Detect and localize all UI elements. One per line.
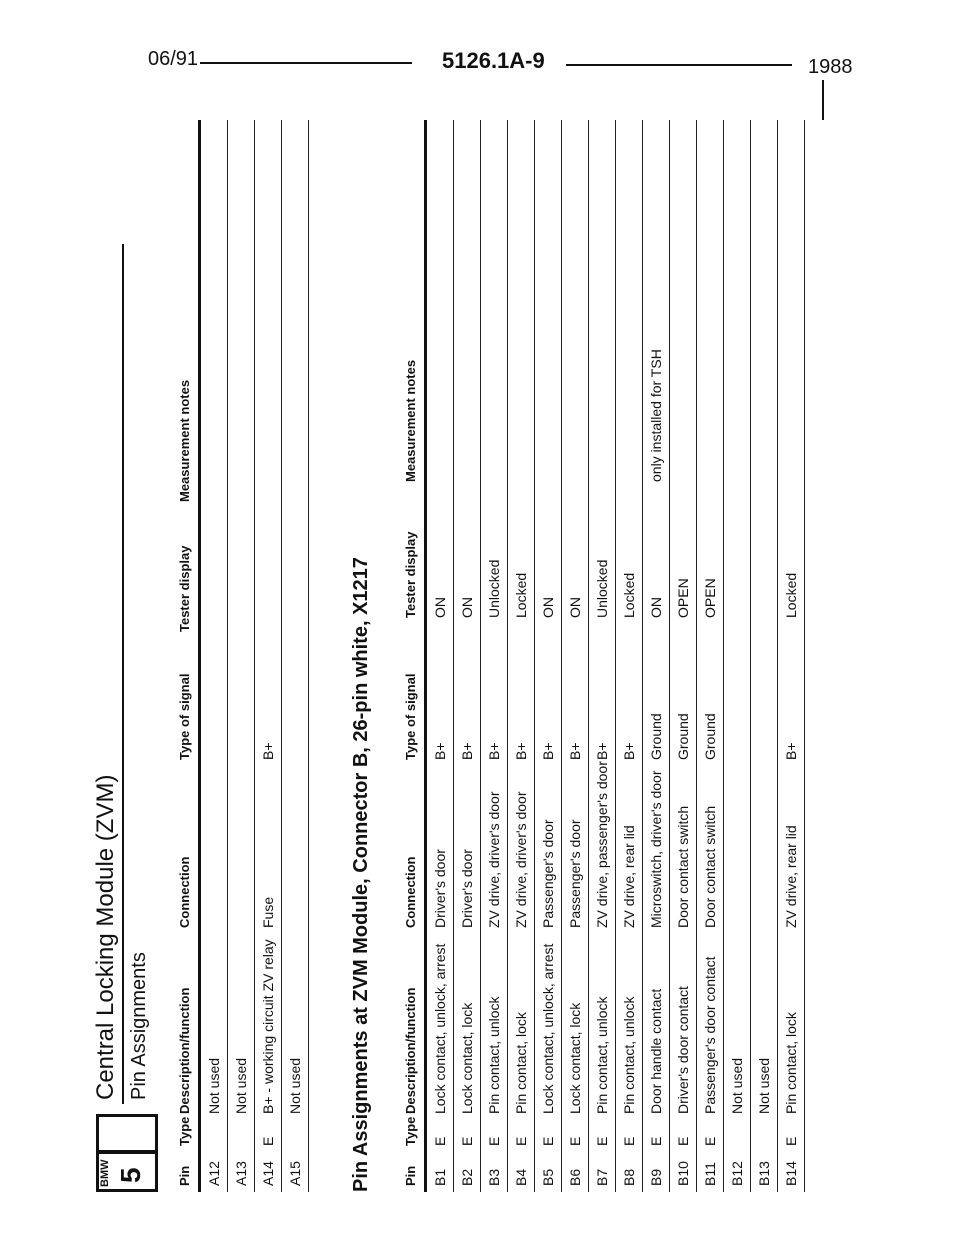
cell-signal: B+ <box>540 742 556 760</box>
cell-signal: Ground <box>648 713 664 760</box>
cell-type: E <box>621 1136 637 1146</box>
cell-tester: Unlocked <box>486 559 502 618</box>
cell-pin: B10 <box>675 1161 691 1186</box>
col-notes: Measurement notes <box>403 359 418 482</box>
cell-pin: B12 <box>729 1161 745 1186</box>
header-year: 1988 <box>808 56 853 78</box>
header-margin-rule <box>822 80 824 120</box>
cell-connection: ZV drive, driver's door <box>486 791 502 928</box>
table-row <box>508 120 535 1192</box>
cell-pin: A14 <box>260 1161 276 1186</box>
col-signal: Type of signal <box>403 673 418 760</box>
cell-type: E <box>783 1136 799 1146</box>
cell-connection: Driver's door <box>459 849 475 928</box>
cell-connection: Passenger's door <box>567 819 583 928</box>
cell-pin: B14 <box>783 1161 799 1186</box>
col-signal: Type of signal <box>177 673 192 760</box>
table-row <box>427 120 454 1192</box>
cell-type: E <box>486 1136 502 1146</box>
logo-box <box>96 1114 158 1154</box>
table-row <box>562 120 589 1192</box>
cell-signal: B+ <box>260 742 276 760</box>
cell-description: B+ - working circuit ZV relay <box>260 939 276 1114</box>
cell-description: Door handle contact <box>648 988 664 1114</box>
cell-connection: Microswitch, driver's door <box>648 770 664 928</box>
cell-type: E <box>260 1136 276 1146</box>
table-row <box>616 120 643 1192</box>
table-row <box>255 120 282 1192</box>
cell-pin: A13 <box>233 1161 249 1186</box>
cell-connection: ZV drive, rear lid <box>621 825 637 928</box>
cell-tester: ON <box>540 597 556 618</box>
cell-tester: Locked <box>621 572 637 618</box>
table-row <box>751 120 778 1192</box>
table-row <box>282 120 309 1192</box>
table-row <box>697 120 724 1192</box>
cell-type: E <box>567 1136 583 1146</box>
cell-description: Pin contact, lock <box>783 1012 799 1114</box>
cell-pin: B13 <box>756 1161 772 1186</box>
col-pin: Pin <box>177 1165 192 1186</box>
cell-type: E <box>540 1136 556 1146</box>
cell-pin: B4 <box>513 1168 529 1186</box>
connector-b-heading: Pin Assignments at ZVM Module, Connector B, 26-pin white, X1217 <box>350 557 372 1192</box>
pin-table-b <box>398 120 805 1192</box>
cell-pin: B9 <box>648 1168 664 1186</box>
col-connection: Connection <box>177 856 192 928</box>
cell-pin: B3 <box>486 1168 502 1186</box>
rotated-content <box>88 120 818 1192</box>
cell-description: Lock contact, unlock, arrest <box>432 943 448 1114</box>
cell-tester: Unlocked <box>594 559 610 618</box>
table-header-row <box>172 120 201 1192</box>
col-type: Type <box>177 1116 192 1146</box>
cell-description: Pin contact, lock <box>513 1012 529 1114</box>
cell-description: Not used <box>233 1057 249 1114</box>
cell-description: Not used <box>729 1057 745 1114</box>
cell-tester: OPEN <box>675 578 691 618</box>
header-date: 06/91 <box>148 48 199 70</box>
col-notes: Measurement notes <box>177 379 192 502</box>
cell-pin: B2 <box>459 1168 475 1186</box>
cell-description: Driver's door contact <box>675 986 691 1114</box>
col-type: Type <box>403 1116 418 1146</box>
cell-description: Lock contact, lock <box>567 1002 583 1114</box>
table-row <box>670 120 697 1192</box>
cell-signal: B+ <box>459 742 475 760</box>
table-row <box>724 120 751 1192</box>
cell-pin: B6 <box>567 1168 583 1186</box>
cell-type: E <box>432 1136 448 1146</box>
cell-description: Not used <box>206 1057 222 1114</box>
table-row <box>454 120 481 1192</box>
col-description: Description/function <box>177 987 192 1114</box>
cell-signal: B+ <box>594 742 610 760</box>
cell-pin: A15 <box>287 1161 303 1186</box>
col-description: Description/function <box>403 987 418 1114</box>
cell-type: E <box>702 1136 718 1146</box>
cell-signal: B+ <box>513 742 529 760</box>
cell-pin: B1 <box>432 1168 448 1186</box>
cell-connection: Passenger's door <box>540 819 556 928</box>
cell-description: Pin contact, unlock <box>486 996 502 1114</box>
bmw-series-logo <box>96 1102 160 1192</box>
table-row <box>201 120 228 1192</box>
cell-signal: B+ <box>783 742 799 760</box>
col-pin: Pin <box>403 1165 418 1186</box>
cell-type: E <box>594 1136 610 1146</box>
cell-pin: A12 <box>206 1161 222 1186</box>
cell-signal: B+ <box>486 742 502 760</box>
cell-description: Lock contact, unlock, arrest <box>540 943 556 1114</box>
cell-tester: Locked <box>783 572 799 618</box>
cell-description: Not used <box>287 1057 303 1114</box>
cell-pin: B5 <box>540 1168 556 1186</box>
cell-description: Passenger's door contact <box>702 956 718 1114</box>
cell-description: Pin contact, unlock <box>621 996 637 1114</box>
cell-connection: Door contact switch <box>675 805 691 928</box>
cell-tester: OPEN <box>702 578 718 618</box>
header-doc-code: 5126.1A-9 <box>442 48 545 73</box>
table-row <box>228 120 255 1192</box>
cell-signal: Ground <box>702 713 718 760</box>
table-row <box>643 120 670 1192</box>
col-connection: Connection <box>403 856 418 928</box>
cell-type: E <box>459 1136 475 1146</box>
cell-connection: ZV drive, driver's door <box>513 791 529 928</box>
page-header <box>0 0 960 90</box>
cell-notes: only installed for TSH <box>648 349 664 482</box>
series-tab <box>96 1150 158 1192</box>
cell-connection: Fuse <box>260 896 276 928</box>
brand-label: BMW <box>99 1159 111 1187</box>
cell-connection: ZV drive, rear lid <box>783 825 799 928</box>
cell-pin: B8 <box>621 1168 637 1186</box>
table-row <box>481 120 508 1192</box>
table-row <box>778 120 805 1192</box>
series-number: 5 <box>115 1167 146 1183</box>
cell-connection: Driver's door <box>432 849 448 928</box>
cell-tester: Locked <box>513 572 529 618</box>
pin-table-a <box>172 120 309 1192</box>
cell-description: Not used <box>756 1057 772 1114</box>
table-header-row <box>398 120 427 1192</box>
header-rule-left <box>200 62 412 64</box>
table-row <box>535 120 562 1192</box>
cell-type: E <box>648 1136 664 1146</box>
page-subtitle: Pin Assignments <box>128 952 150 1100</box>
col-tester: Tester display <box>177 545 192 632</box>
cell-signal: B+ <box>567 742 583 760</box>
title-rule <box>122 244 124 1104</box>
cell-signal: B+ <box>432 742 448 760</box>
cell-tester: ON <box>432 597 448 618</box>
table-row <box>589 120 616 1192</box>
col-tester: Tester display <box>403 531 418 618</box>
cell-pin: B7 <box>594 1168 610 1186</box>
cell-type: E <box>513 1136 529 1146</box>
cell-tester: ON <box>567 597 583 618</box>
cell-tester: ON <box>648 597 664 618</box>
cell-signal: Ground <box>675 713 691 760</box>
cell-description: Lock contact, lock <box>459 1002 475 1114</box>
cell-signal: B+ <box>621 742 637 760</box>
cell-connection: ZV drive, passenger's door <box>594 761 610 928</box>
cell-tester: ON <box>459 597 475 618</box>
page-title: Central Locking Module (ZVM) <box>92 774 119 1100</box>
cell-type: E <box>675 1136 691 1146</box>
cell-pin: B11 <box>702 1162 718 1186</box>
header-rule-right <box>566 64 792 66</box>
cell-connection: Door contact switch <box>702 805 718 928</box>
cell-description: Pin contact, unlock <box>594 996 610 1114</box>
